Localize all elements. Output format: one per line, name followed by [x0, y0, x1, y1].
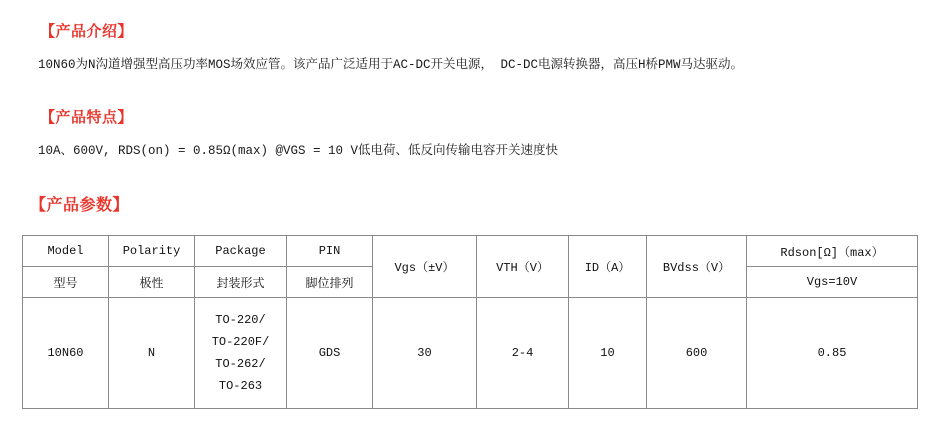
- header-model-en: Model: [23, 236, 109, 267]
- header-bvdss: BVdss（V）: [647, 236, 747, 298]
- header-package-en: Package: [195, 236, 287, 267]
- header-polarity-cn: 极性: [109, 267, 195, 298]
- package-option-4: TO-263: [218, 379, 263, 394]
- header-polarity-en: Polarity: [109, 236, 195, 267]
- package-option-1: TO-220/: [215, 312, 266, 327]
- section-heading-feature: 【产品特点】: [40, 109, 134, 126]
- package-list: [197, 303, 284, 404]
- section-heading-params: 【产品参数】: [30, 197, 130, 214]
- section-heading-intro: 【产品介绍】: [40, 23, 134, 40]
- header-model-cn: 型号: [23, 267, 109, 298]
- package-option-2: TO-220F/: [211, 334, 270, 349]
- table-header-row-en: [23, 236, 918, 267]
- cell-vgs: 30: [373, 298, 477, 409]
- cell-id: 10: [569, 298, 647, 409]
- header-pin-cn: 脚位排列: [287, 267, 373, 298]
- feature-paragraph: 10A、600V, RDS(on) = 0.85Ω(max) @VGS = 10 V低电荷、低反向传输电容开关速度快: [38, 144, 559, 158]
- header-package-cn: 封装形式: [195, 267, 287, 298]
- cell-pin: GDS: [287, 298, 373, 409]
- package-option-3: TO-262/: [215, 357, 266, 371]
- cell-vth: 2-4: [477, 298, 569, 409]
- header-id: ID（A）: [569, 236, 647, 298]
- header-vth: VTH（V）: [477, 236, 569, 298]
- header-rdson-sub: Vgs=10V: [747, 267, 918, 298]
- table-row: [23, 298, 918, 409]
- spec-table: [22, 235, 918, 409]
- header-pin-en: PIN: [287, 236, 373, 267]
- header-rdson: Rdson[Ω]（max）: [747, 236, 918, 267]
- cell-model: 10N60: [23, 298, 109, 409]
- cell-rdson: 0.85: [747, 298, 918, 409]
- cell-package: [195, 298, 287, 409]
- intro-paragraph: 10N60为N沟道增强型高压功率MOS场效应管。该产品广泛适用于AC-DC开关电源， DC-DC电源转换器，高压H桥PMW马达驱动。: [38, 58, 744, 72]
- header-vgs: Vgs（±V）: [373, 236, 477, 298]
- cell-polarity: N: [109, 298, 195, 409]
- cell-bvdss: 600: [647, 298, 747, 409]
